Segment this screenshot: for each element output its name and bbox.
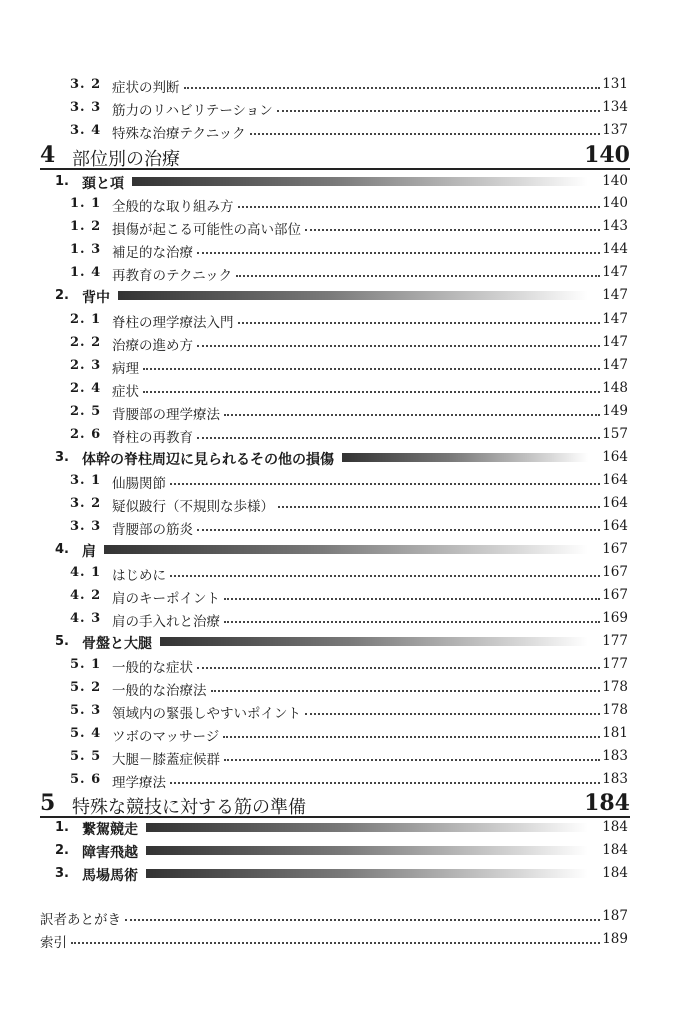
subsection-entry xyxy=(0,240,700,262)
entry-page-number: 189 xyxy=(602,931,628,947)
entry-page-number: 184 xyxy=(584,790,630,816)
subsection-entry xyxy=(0,563,700,585)
entry-title: 再教育のテクニック xyxy=(112,268,233,284)
entry-page-number: 149 xyxy=(602,403,628,419)
dot-leader xyxy=(250,133,600,135)
entry-title: 一般的な治療法 xyxy=(112,683,207,699)
subsection-entry xyxy=(0,333,700,355)
dot-leader xyxy=(238,322,600,324)
subsection-entry xyxy=(0,356,700,378)
entry-title: 症状 xyxy=(112,384,139,400)
dot-leader xyxy=(224,759,600,761)
entry-page-number: 147 xyxy=(602,264,628,280)
entry-title: 補足的な治療 xyxy=(112,245,193,261)
entry-number: 1. 3 xyxy=(70,242,102,257)
entry-page-number: 131 xyxy=(602,76,628,92)
subsection-entry xyxy=(0,402,700,424)
entry-number: 1. xyxy=(55,174,69,189)
dot-leader xyxy=(211,690,600,692)
entry-title: 馬場馬術 xyxy=(82,868,138,884)
entry-page-number: 144 xyxy=(602,241,628,257)
entry-title: 理学療法 xyxy=(112,775,166,791)
subsection-entry xyxy=(0,724,700,746)
subsection-entry xyxy=(0,494,700,516)
subsection-entry xyxy=(0,517,700,539)
entry-title: 領域内の緊張しやすいポイント xyxy=(112,706,301,722)
entry-number: 1. 2 xyxy=(70,219,102,234)
section-entry xyxy=(0,841,700,863)
entry-page-number: 147 xyxy=(602,357,628,373)
entry-page-number: 178 xyxy=(602,702,628,718)
subsection-entry xyxy=(0,678,700,700)
entry-number: 4. 3 xyxy=(70,611,102,626)
subsection-entry xyxy=(0,98,700,120)
dot-leader xyxy=(197,437,600,439)
dot-leader xyxy=(143,391,600,393)
entry-title: 全般的な取り組み方 xyxy=(112,199,234,215)
entry-number: 2. 2 xyxy=(70,335,102,350)
dot-leader xyxy=(170,483,600,485)
entry-number: 3. 3 xyxy=(70,100,102,115)
entry-page-number: 157 xyxy=(602,426,628,442)
entry-title: 肩の手入れと治療 xyxy=(112,614,220,630)
entry-number: 3. xyxy=(55,450,69,465)
entry-number: 5. 4 xyxy=(70,726,102,741)
entry-number: 2. xyxy=(55,843,69,858)
entry-number: 2. 1 xyxy=(70,312,102,327)
entry-page-number: 181 xyxy=(602,725,628,741)
section-gradient-bar xyxy=(132,177,588,186)
dot-leader xyxy=(71,942,600,944)
entry-number: 2. 3 xyxy=(70,358,102,373)
entry-number: 5. 3 xyxy=(70,703,102,718)
dot-leader xyxy=(197,252,600,254)
entry-page-number: 147 xyxy=(602,287,628,303)
entry-number: 1. xyxy=(55,820,69,835)
entry-page-number: 167 xyxy=(602,541,628,557)
entry-number: 3. 1 xyxy=(70,473,102,488)
entry-number: 2. 5 xyxy=(70,404,102,419)
entry-title: 特殊な競技に対する筋の準備 xyxy=(72,797,306,818)
entry-title: 頚と項 xyxy=(82,176,124,192)
section-entry xyxy=(0,540,700,562)
entry-page-number: 147 xyxy=(602,311,628,327)
entry-title: 一般的な症状 xyxy=(112,660,193,676)
subsection-entry xyxy=(0,586,700,608)
entry-number: 5. xyxy=(55,634,69,649)
entry-title: 訳者あとがき xyxy=(40,912,121,928)
subsection-entry xyxy=(0,310,700,332)
entry-title: 脊柱の理学療法入門 xyxy=(112,315,234,331)
subsection-entry xyxy=(0,379,700,401)
subsection-entry xyxy=(0,121,700,143)
entry-title: 背中 xyxy=(82,290,110,306)
subsection-entry xyxy=(0,75,700,97)
entry-title: 骨盤と大腿 xyxy=(82,636,152,652)
entry-title: 筋力のリハビリテーション xyxy=(112,103,273,119)
subsection-entry xyxy=(0,217,700,239)
entry-page-number: 134 xyxy=(602,99,628,115)
entry-page-number: 184 xyxy=(602,865,628,881)
entry-title: 背腰部の理学療法 xyxy=(112,407,220,423)
subsection-entry xyxy=(0,609,700,631)
entry-page-number: 164 xyxy=(602,495,628,511)
entry-page-number: 164 xyxy=(602,472,628,488)
entry-page-number: 187 xyxy=(602,908,628,924)
subsection-entry xyxy=(0,194,700,216)
dot-leader xyxy=(277,110,600,112)
section-gradient-bar xyxy=(342,453,588,462)
dot-leader xyxy=(170,575,600,577)
entry-title: 治療の進め方 xyxy=(112,338,193,354)
entry-number: 5 xyxy=(40,790,56,816)
entry-page-number: 183 xyxy=(602,748,628,764)
subsection-entry xyxy=(0,263,700,285)
dot-leader xyxy=(170,782,600,784)
dot-leader xyxy=(305,229,600,231)
subsection-entry xyxy=(0,747,700,769)
entry-title: 背腰部の筋炎 xyxy=(112,522,193,538)
entry-title: 疑似跛行（不規則な歩様） xyxy=(112,499,274,515)
section-gradient-bar xyxy=(118,291,588,300)
section-gradient-bar xyxy=(146,823,588,832)
backmatter-entry xyxy=(0,930,700,952)
dot-leader xyxy=(125,919,600,921)
entry-title: 病理 xyxy=(112,361,139,377)
dot-leader xyxy=(197,529,600,531)
entry-number: 3. 2 xyxy=(70,496,102,511)
entry-page-number: 184 xyxy=(602,819,628,835)
dot-leader xyxy=(238,206,600,208)
section-entry xyxy=(0,448,700,470)
entry-page-number: 183 xyxy=(602,771,628,787)
subsection-entry xyxy=(0,655,700,677)
dot-leader xyxy=(224,414,600,416)
entry-title: 脊柱の再教育 xyxy=(112,430,193,446)
entry-number: 5. 6 xyxy=(70,772,102,787)
backmatter-entry xyxy=(0,907,700,929)
section-gradient-bar xyxy=(160,637,588,646)
dot-leader xyxy=(184,87,600,89)
entry-number: 5. 5 xyxy=(70,749,102,764)
entry-page-number: 140 xyxy=(584,142,630,168)
entry-title: ツボのマッサージ xyxy=(112,729,220,745)
entry-number: 1. 1 xyxy=(70,196,102,211)
section-entry xyxy=(0,818,700,840)
entry-title: 大腿－膝蓋症候群 xyxy=(112,752,220,768)
dot-leader xyxy=(236,275,600,277)
entry-page-number: 184 xyxy=(602,842,628,858)
entry-number: 2. 4 xyxy=(70,381,102,396)
dot-leader xyxy=(197,345,600,347)
dot-leader xyxy=(305,713,600,715)
entry-title: 繋駕競走 xyxy=(82,822,138,838)
entry-title: 肩のキーポイント xyxy=(112,591,220,607)
entry-number: 4 xyxy=(40,142,56,168)
subsection-entry xyxy=(0,701,700,723)
entry-page-number: 137 xyxy=(602,122,628,138)
section-entry xyxy=(0,632,700,654)
entry-number: 5. 2 xyxy=(70,680,102,695)
section-entry xyxy=(0,172,700,194)
entry-page-number: 177 xyxy=(602,656,628,672)
entry-title: 損傷が起こる可能性の高い部位 xyxy=(112,222,301,238)
entry-page-number: 140 xyxy=(602,195,628,211)
entry-number: 3. xyxy=(55,866,69,881)
section-gradient-bar xyxy=(146,869,588,878)
entry-title: はじめに xyxy=(112,568,166,584)
chapter-rule xyxy=(40,168,630,170)
entry-page-number: 164 xyxy=(602,518,628,534)
dot-leader xyxy=(143,368,600,370)
entry-page-number: 140 xyxy=(602,173,628,189)
entry-page-number: 178 xyxy=(602,679,628,695)
dot-leader xyxy=(197,667,600,669)
section-gradient-bar xyxy=(104,545,588,554)
entry-page-number: 164 xyxy=(602,449,628,465)
entry-number: 3. 2 xyxy=(70,77,102,92)
chapter-entry xyxy=(0,790,700,818)
entry-number: 3. 4 xyxy=(70,123,102,138)
entry-page-number: 177 xyxy=(602,633,628,649)
entry-title: 肩 xyxy=(82,544,96,560)
dot-leader xyxy=(224,598,600,600)
dot-leader xyxy=(278,506,600,508)
entry-page-number: 143 xyxy=(602,218,628,234)
dot-leader xyxy=(223,736,600,738)
section-gradient-bar xyxy=(146,846,588,855)
entry-page-number: 147 xyxy=(602,334,628,350)
entry-number: 2. xyxy=(55,288,69,303)
entry-page-number: 167 xyxy=(602,587,628,603)
chapter-entry xyxy=(0,142,700,170)
dot-leader xyxy=(224,621,600,623)
entry-title: 索引 xyxy=(40,935,67,951)
entry-number: 4. 2 xyxy=(70,588,102,603)
subsection-entry xyxy=(0,471,700,493)
entry-number: 3. 3 xyxy=(70,519,102,534)
entry-number: 1. 4 xyxy=(70,265,102,280)
section-entry xyxy=(0,864,700,886)
section-entry xyxy=(0,286,700,308)
entry-title: 特殊な治療テクニック xyxy=(112,126,246,142)
entry-page-number: 169 xyxy=(602,610,628,626)
entry-title: 部位別の治療 xyxy=(72,149,180,170)
entry-title: 症状の判断 xyxy=(112,80,180,96)
entry-title: 体幹の脊柱周辺に見られるその他の損傷 xyxy=(82,452,334,468)
entry-title: 障害飛越 xyxy=(82,845,138,861)
entry-title: 仙腸関節 xyxy=(112,476,166,492)
entry-page-number: 148 xyxy=(602,380,628,396)
subsection-entry xyxy=(0,770,700,792)
entry-number: 2. 6 xyxy=(70,427,102,442)
subsection-entry xyxy=(0,425,700,447)
entry-number: 4. xyxy=(55,542,69,557)
entry-number: 5. 1 xyxy=(70,657,102,672)
entry-page-number: 167 xyxy=(602,564,628,580)
entry-number: 4. 1 xyxy=(70,565,102,580)
